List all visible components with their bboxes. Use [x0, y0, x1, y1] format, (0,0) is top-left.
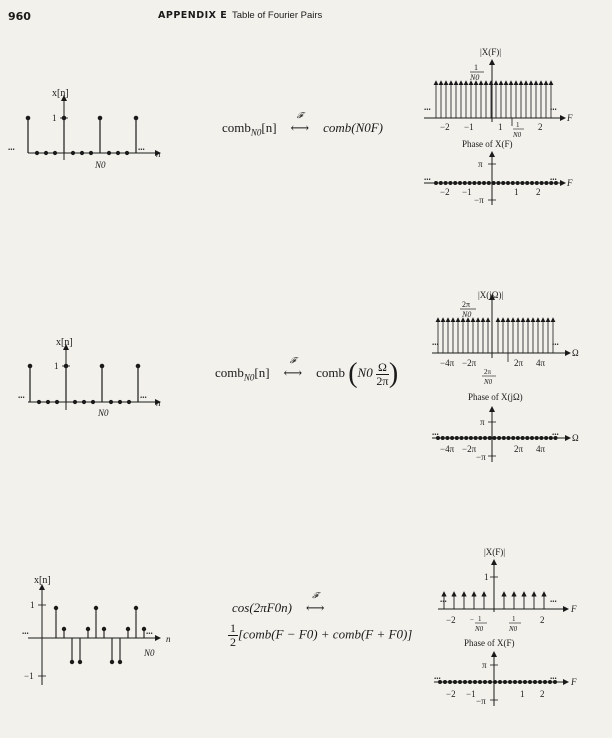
phase-dot	[540, 182, 543, 185]
pair3-mag-label: |X(F)|	[484, 547, 506, 557]
phase-dot	[509, 681, 512, 684]
pair3-phase-ellipsis-right: ...	[550, 671, 557, 681]
pair2-mag-tick-n2pi: −2π	[462, 358, 477, 368]
pair3-mag-ellipsis-left: ...	[440, 594, 447, 604]
zero-sample-dot	[35, 151, 38, 154]
pair1-phase-plot	[424, 152, 565, 205]
phase-dot	[478, 182, 481, 185]
pair2-phase-title: Phase of X(jΩ)	[468, 392, 523, 402]
pair3-ellipsis-left: ...	[22, 626, 29, 636]
phase-dot	[484, 681, 487, 684]
pair3-F-symbol: 𝓕	[312, 591, 319, 600]
sample-dot	[94, 606, 97, 609]
sample-dot	[62, 627, 65, 630]
phase-dot	[545, 437, 548, 440]
pair2-signal-plot	[28, 345, 160, 410]
pair2-equation: comb$_{N0}$[n] 𝓕 ⟷ comb (N0 $\frac{\Omega}{2\pi}$ )	[215, 355, 399, 389]
pair3-mag-frac-pos-den: N0	[509, 625, 518, 633]
pair3-mag-frac-neg-num: 1	[478, 615, 482, 623]
pair3-phase-tick-n2: −2	[446, 689, 456, 699]
phase-dot	[465, 437, 468, 440]
impulse-dot	[64, 364, 68, 368]
phase-dot	[507, 182, 510, 185]
phase-dot	[502, 437, 505, 440]
sample-dot	[126, 627, 129, 630]
pair1-ellipsis-left: ...	[8, 142, 15, 152]
phase-dot	[492, 182, 495, 185]
impulse-dot	[98, 116, 102, 120]
phase-dot	[459, 182, 462, 185]
impulse-dot	[26, 116, 30, 120]
pair3-cos: cos(2πF0n)	[232, 600, 292, 615]
sample-dot	[78, 660, 81, 663]
phase-dot	[483, 182, 486, 185]
pair3-phase-axis-label: F	[571, 677, 577, 687]
pair2-mag-ellipsis-left: ...	[432, 337, 439, 347]
phase-dot	[511, 182, 514, 185]
phase-dot	[516, 437, 519, 440]
phase-dot	[460, 437, 463, 440]
pair1-phase-ellipsis-right: ...	[550, 172, 557, 182]
phase-dot	[507, 437, 510, 440]
zero-sample-dot	[46, 400, 49, 403]
phase-dot	[545, 182, 548, 185]
pair2-rhs-N0: N0	[357, 364, 373, 380]
pair3-arrow: ⟷	[305, 600, 325, 615]
phase-dot	[455, 437, 458, 440]
phase-dot	[464, 681, 467, 684]
pair2-mag-tick-n4pi: −4π	[440, 358, 455, 368]
pair3-tick-1: 1	[30, 600, 35, 610]
phase-dot	[468, 182, 471, 185]
phase-dot	[512, 437, 515, 440]
pair2-phase-tick-n2pi: −2π	[462, 444, 477, 454]
phase-dot	[459, 681, 462, 684]
pair2-tick-1: 1	[54, 361, 59, 371]
zero-sample-dot	[55, 400, 58, 403]
pair1-mag-frac-den: N0	[470, 73, 480, 82]
pair3-mag-tick-n2: −2	[446, 615, 456, 625]
pair1-mag-tick-1: 1	[498, 122, 503, 132]
phase-dot	[451, 437, 454, 440]
phase-dot	[526, 437, 529, 440]
zero-sample-dot	[127, 400, 130, 403]
pair2-arg: [n]	[254, 364, 270, 380]
impulse-dot	[136, 364, 140, 368]
pair1-mag-frac-num: 1	[474, 63, 478, 72]
pair3-mag-tick-2: 2	[540, 615, 545, 625]
pair3-mag-tick-1: 1	[484, 572, 489, 582]
pair1-mag-frac-tick-den: N0	[513, 131, 522, 139]
pair1-N0-label: N0	[95, 160, 106, 170]
pair2-ellipsis-left: ...	[18, 390, 25, 400]
pair2-phase-ellipsis-left: ...	[432, 427, 439, 437]
zero-sample-dot	[73, 400, 76, 403]
phase-dot	[488, 437, 491, 440]
phase-dot	[454, 681, 457, 684]
pair1-mag-frac-tick-num: 1	[516, 121, 520, 129]
pair1-mag-label: |X(F)|	[480, 47, 502, 57]
pair1-mag-tick-2: 2	[538, 122, 543, 132]
phase-dot	[484, 437, 487, 440]
pair1-F-symbol: 𝓕	[296, 111, 303, 120]
pair3-tick-neg1: −1	[24, 671, 34, 681]
phase-dot	[487, 182, 490, 185]
zero-sample-dot	[37, 400, 40, 403]
pair1-n-label: n	[156, 149, 161, 159]
phase-dot	[489, 681, 492, 684]
pair2-mag-label: |X(jΩ)|	[478, 290, 504, 300]
impulse-dot	[62, 116, 66, 120]
zero-sample-dot	[109, 400, 112, 403]
pair2-mag-frac-den: N0	[462, 310, 472, 319]
phase-dot	[463, 182, 466, 185]
pair1-phase-title: Phase of X(F)	[462, 139, 513, 149]
pair3-mag-ellipsis-right: ...	[550, 594, 557, 604]
phase-dot	[469, 681, 472, 684]
appendix-label: APPENDIX E	[158, 10, 228, 21]
zero-sample-dot	[118, 400, 121, 403]
pair1-phase-tick-1: 1	[514, 187, 519, 197]
pair1-phase-tick-n2: −2	[440, 187, 450, 197]
pair1-phase-ellipsis-left: ...	[424, 172, 431, 182]
pair2-mag-tick-2pi: 2π	[514, 358, 524, 368]
appendix-title: Table of Fourier Pairs	[232, 10, 323, 21]
pair1-mag-ellipsis-left: ...	[424, 102, 431, 112]
pair1-comb-text: comb	[222, 120, 251, 135]
phase-dot	[441, 437, 444, 440]
phase-dot	[497, 182, 500, 185]
phase-dot	[479, 437, 482, 440]
pair2-F-symbol: 𝓕	[289, 355, 296, 365]
impulse-dot	[134, 116, 138, 120]
phase-dot	[474, 437, 477, 440]
phase-dot	[449, 182, 452, 185]
phase-dot	[539, 681, 542, 684]
pair2-phase-tick-n4pi: −4π	[440, 444, 455, 454]
sample-dot	[70, 660, 73, 663]
sample-dot	[86, 627, 89, 630]
zero-sample-dot	[125, 151, 128, 154]
pair2-n-label: n	[156, 398, 161, 408]
phase-dot	[499, 681, 502, 684]
sample-dot	[54, 606, 57, 609]
pair3-phase-tick-2: 2	[540, 689, 545, 699]
phase-dot	[469, 437, 472, 440]
phase-dot	[446, 437, 449, 440]
pair2-mag-tick-4pi: 4π	[536, 358, 546, 368]
pair1-magnitude-plot	[424, 60, 565, 126]
pair1-phase-axis-label: F	[567, 178, 573, 188]
pair2-phase-ellipsis-right: ...	[552, 427, 559, 437]
zero-sample-dot	[44, 151, 47, 154]
pair1-comb-sub: N0	[250, 127, 262, 138]
phase-dot	[504, 681, 507, 684]
pair3-ellipsis-right: ...	[146, 626, 153, 636]
zero-sample-dot	[116, 151, 119, 154]
pair3-mag-axis-label: F	[571, 604, 577, 614]
sample-dot	[110, 660, 113, 663]
impulse-dot	[100, 364, 104, 368]
phase-dot	[540, 437, 543, 440]
phase-dot	[439, 182, 442, 185]
pair2-phase-tick-4pi: 4π	[536, 444, 546, 454]
pair3-half-num: 1	[230, 621, 236, 635]
phase-dot	[516, 182, 519, 185]
pair3-signal-label: x[n]	[34, 575, 51, 586]
zero-sample-dot	[53, 151, 56, 154]
pair1-signal-label: x[n]	[52, 88, 69, 99]
pair2-magnitude-plot	[432, 295, 570, 362]
pair2-signal-label: x[n]	[56, 337, 73, 348]
phase-dot	[444, 182, 447, 185]
pair2-arrow: ⟷	[283, 364, 303, 380]
zero-sample-dot	[91, 400, 94, 403]
pair2-comb-sub: N0	[243, 372, 255, 383]
pair3-phase-neg-pi: −π	[476, 696, 486, 706]
pair2-mag-ellipsis-right: ...	[552, 337, 559, 347]
pair2-rhs-den: 2π	[376, 373, 389, 388]
pair3-half-den: 2	[230, 635, 236, 649]
pair1-phase-tick-2: 2	[536, 187, 541, 197]
pair2-rhs-num: Ω	[377, 359, 387, 374]
phase-dot	[502, 182, 505, 185]
sample-dot	[102, 627, 105, 630]
pair3-line2: [comb(F − F0) + comb(F + F0)]	[238, 626, 413, 642]
pair1-mag-ellipsis-right: ...	[550, 102, 557, 112]
pair1-rhs: comb(N0F)	[323, 120, 384, 135]
phase-dot	[531, 182, 534, 185]
phase-dot	[524, 681, 527, 684]
pair3-phase-ellipsis-left: ...	[434, 671, 441, 681]
pair3-mag-frac-neg-den: N0	[475, 625, 484, 633]
phase-dot	[498, 437, 501, 440]
pair1-tick-1: 1	[52, 113, 57, 123]
pair2-phase-tick-2pi: 2π	[514, 444, 524, 454]
page-number: 960	[8, 10, 31, 23]
phase-dot	[531, 437, 534, 440]
pair3-mag-neg-sign: −	[470, 616, 474, 624]
pair3-phase-tick-n1: −1	[466, 689, 476, 699]
zero-sample-dot	[107, 151, 110, 154]
zero-sample-dot	[80, 151, 83, 154]
phase-dot	[493, 437, 496, 440]
pair3-N0-label: N0	[144, 648, 155, 658]
phase-dot	[449, 681, 452, 684]
phase-dot	[544, 681, 547, 684]
pair3-phase-tick-1: 1	[520, 689, 525, 699]
impulse-dot	[28, 364, 32, 368]
phase-dot	[521, 182, 524, 185]
pair1-mag-tick-n2: −2	[440, 122, 450, 132]
phase-dot	[529, 681, 532, 684]
pair1-arrow: ⟷	[290, 120, 310, 135]
pair3-mag-frac-pos-num: 1	[512, 615, 516, 623]
pair1-phase-pi: π	[478, 159, 483, 169]
pair1-mag-tick-n1: −1	[464, 122, 474, 132]
phase-dot	[473, 182, 476, 185]
phase-dot	[474, 681, 477, 684]
zero-sample-dot	[89, 151, 92, 154]
pair2-phase-axis-label: Ω	[572, 433, 579, 443]
phase-dot	[479, 681, 482, 684]
pair3-magnitude-plot	[438, 560, 568, 612]
pair1-phase-neg-pi: −π	[474, 195, 484, 205]
pair1-mag-axis-label: F	[567, 113, 573, 123]
pair2-phase-pi: π	[480, 417, 485, 427]
pair1-phase-tick-n1: −1	[462, 187, 472, 197]
pair2-phase-neg-pi: −π	[476, 452, 486, 462]
pair2-mag-frac-num: 2π	[462, 300, 471, 309]
phase-dot	[494, 681, 497, 684]
pair2-mag-frac-tick-num: 2π	[484, 368, 492, 376]
phase-dot	[535, 437, 538, 440]
pair3-n-label: n	[166, 634, 171, 644]
phase-dot	[514, 681, 517, 684]
phase-dot	[534, 681, 537, 684]
pair2-mag-axis-label: Ω	[572, 348, 579, 358]
pair2-ellipsis-right: ...	[140, 390, 147, 400]
phase-dot	[454, 182, 457, 185]
zero-sample-dot	[82, 400, 85, 403]
pair2-N0-label: N0	[98, 408, 109, 418]
pair3-signal-plot	[28, 585, 160, 685]
zero-sample-dot	[71, 151, 74, 154]
phase-dot	[519, 681, 522, 684]
pair2-comb-text: comb	[215, 364, 244, 380]
pair3-phase-title: Phase of X(F)	[464, 638, 515, 648]
pair1-ellipsis-right: ...	[138, 142, 145, 152]
phase-dot	[535, 182, 538, 185]
pair1-arg: [n]	[261, 120, 277, 135]
sample-dot	[134, 606, 137, 609]
phase-dot	[435, 182, 438, 185]
phase-dot	[444, 681, 447, 684]
phase-dot	[521, 437, 524, 440]
pair3-phase-pi: π	[482, 660, 487, 670]
phase-dot	[526, 182, 529, 185]
pair2-rhs-comb: comb	[316, 364, 345, 380]
sample-dot	[118, 660, 121, 663]
pair2-mag-frac-tick-den: N0	[484, 378, 493, 386]
